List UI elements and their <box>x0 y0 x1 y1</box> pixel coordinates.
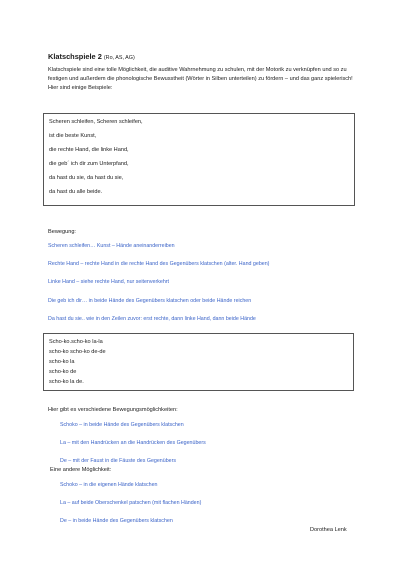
bewegung-list <box>48 243 368 334</box>
author-signature: Dorothea Lenk <box>310 527 347 533</box>
page-title <box>48 52 135 61</box>
intro-paragraph: Klatschspiele sind eine tolle Möglichkeit, die auditive Wahrnehmung zu schulen, mit der Motorik zu verknüpfen und so zu festigen und außerdem die phonologische Bewusstheit (Wörter in Silben unterteilen) zu fördern – und das ganz spielerisch! Hier sind einige Beispiele: <box>48 67 353 91</box>
list-item: La – auf beide Oberschenkel patschen (mit flachen Händen) <box>60 500 202 506</box>
verse-box-schoko <box>43 333 354 391</box>
verse-line: scho-ko scho-ko de-de <box>49 349 106 355</box>
list-item: Schoko – in beide Hände des Gegenübers klatschen <box>60 422 184 428</box>
list-item: Scheren schleifen… Kunst – Hände aneinanderreiben <box>48 243 175 249</box>
verse-line: da hast du sie, da hast du sie, <box>49 175 124 181</box>
verse-box-scheren <box>43 113 355 206</box>
list-item: Die geb ich dir… in beide Hände des Gegenübers klatschen oder beide Hände reichen <box>48 297 252 304</box>
list-item: La – mit den Handrücken an die Handrücken des Gegenübers <box>60 440 206 446</box>
verse-line: Scheren schleifen, Scheren schleifen, <box>49 119 143 125</box>
list-item: De – mit der Faust in die Fäuste des Gegenübers <box>60 458 177 464</box>
verse-line: die geb´ ich dir zum Unterpfand, <box>49 161 129 167</box>
title-main: Klatschspiele 2 <box>48 52 102 61</box>
verse-line: scho-ko de <box>49 369 77 375</box>
other-option-label: Eine andere Möglichkeit: <box>50 467 112 473</box>
verse-line: da hast du alle beide. <box>49 189 103 195</box>
list-item: Da hast du sie.. wie in den Zeilen zuvor: erst rechte, dann linke Hand, dann beide Hände <box>48 315 256 322</box>
bewegung-label: Bewegung: <box>48 229 76 235</box>
list-item: De – in beide Hände des Gegenübers klatschen <box>60 518 173 524</box>
list-item: Rechte Hand – rechte Hand in die rechte Hand des Gegenübers klatschen (alter. Hand geben) <box>48 261 270 268</box>
title-suffix: (Ro, AS, AG) <box>103 55 135 61</box>
verse-line: scho-ko la <box>49 359 75 365</box>
verse-line: ist die beste Kunst, <box>49 133 97 139</box>
list-item: Linke Hand – siehe rechte Hand, nur seitenverkehrt <box>48 279 170 286</box>
options-label: Hier gibt es verschiedene Bewegungsmöglichkeiten: <box>48 407 178 413</box>
verse-line: Scho-ko.scho-ko la-la <box>49 339 103 345</box>
list-item: Schoko – in die eigenen Hände klatschen <box>60 482 158 488</box>
verse-line: scho-ko la de. <box>49 379 84 385</box>
verse-line: die rechte Hand, die linke Hand, <box>49 147 129 153</box>
